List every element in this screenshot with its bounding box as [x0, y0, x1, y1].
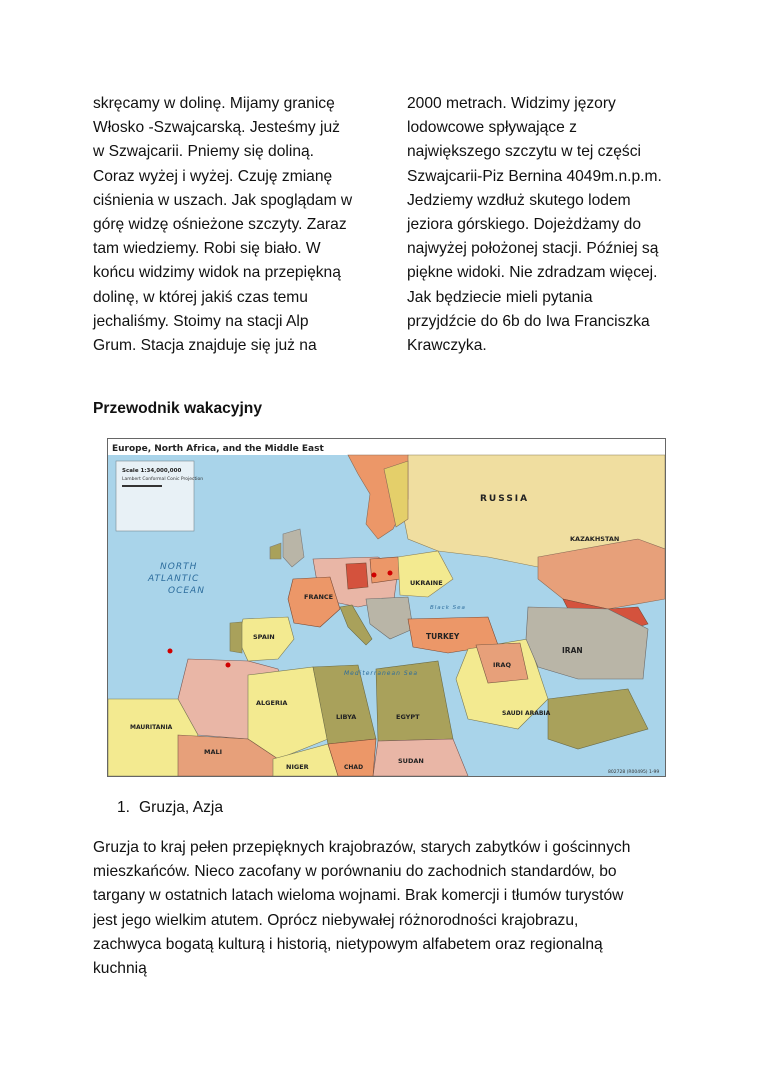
text-line: górę widzę ośnieżone szczyty. Zaraz — [93, 216, 347, 234]
label-france: FRANCE — [304, 593, 334, 601]
map-marker — [388, 571, 393, 576]
label-ukraine: UKRAINE — [410, 579, 443, 587]
label-mali: MALI — [204, 748, 223, 756]
text-line: Gruzja to kraj pełen przepięknych krajobrazów, starych zabytków i gościnnych — [93, 839, 631, 856]
label-sudan: SUDAN — [398, 757, 424, 765]
label-russia: RUSSIA — [480, 494, 530, 504]
label-libya: LIBYA — [336, 713, 357, 721]
ocean-label-1: NORTH — [160, 562, 198, 572]
text-line: skręcamy w dolinę. Mijamy granicę — [93, 95, 335, 112]
text-line: Jak będziecie mieli pytania — [407, 288, 593, 306]
region-portugal — [230, 622, 242, 653]
text-line: Coraz wyżej i wyżej. Czuję zmianę — [93, 167, 333, 185]
map-image — [107, 438, 666, 777]
list-item — [117, 799, 223, 817]
label-black-sea: Black Sea — [430, 605, 466, 611]
text-line: piękne widoki. Nie zdradzam więcej. — [407, 264, 658, 282]
scale-bar — [122, 485, 162, 487]
region-germany — [346, 563, 368, 589]
ocean-label-2: ATLANTIC — [148, 574, 200, 584]
text-line: jeziora górskiego. Dojeżdżamy do — [407, 216, 642, 234]
text-line: w Szwajcarii. Pniemy się doliną. — [93, 143, 314, 161]
label-iraq: IRAQ — [493, 661, 511, 669]
text-column-left — [93, 92, 373, 358]
text-line: przyjdźcie do 6b do Iwa Franciszka — [407, 312, 650, 330]
map-svg — [108, 439, 665, 776]
map-title: Europe, North Africa, and the Middle East — [112, 444, 324, 454]
text-line: najwyżej położonej stacji. Później są — [407, 240, 659, 258]
label-kazakhstan: KAZAKHSTAN — [570, 535, 620, 543]
label-mediterranean: Mediterranean Sea — [344, 670, 419, 677]
section-heading: Przewodnik wakacyjny — [93, 400, 263, 417]
text-line: mieszkańców. Nieco zacofany w porównaniu do zachodnich standardów, bo — [93, 863, 617, 881]
text-line: jest jego wielkim atutem. Oprócz niebywałej różnorodności krajobrazu, — [93, 911, 579, 929]
text-line: dolinę, w której jakiś czas temu — [93, 288, 308, 306]
text-line: kuchnią — [93, 960, 147, 978]
label-niger: NIGER — [286, 763, 309, 771]
text-line: 2000 metrach. Widzimy jęzory — [407, 95, 616, 112]
label-egypt: EGYPT — [396, 713, 420, 721]
text-line: tam wiedziemy. Robi się biało. W — [93, 240, 321, 258]
map-projection-label: Lambert Conformal Conic Projection — [122, 477, 204, 482]
text-line: Włosko -Szwajcarską. Jesteśmy już — [93, 119, 340, 137]
label-chad: CHAD — [344, 764, 364, 771]
label-turkey: TURKEY — [426, 632, 460, 641]
text-line: największego szczytu w tej części — [407, 143, 641, 161]
text-line: ciśnienia w uszach. Jak spoglądam w — [93, 191, 353, 209]
text-line: zachwyca bogatą kulturą i historią, nietypowym alfabetem oraz regionalną — [93, 935, 603, 953]
list-item-text: Gruzja, Azja — [139, 799, 224, 816]
map-scale-label: Scale 1:34,000,000 — [122, 468, 182, 474]
ocean-label-3: OCEAN — [168, 586, 205, 596]
text-line: końcu widzimy widok na przepiękną — [93, 264, 341, 282]
text-line: Jedziemy wzdłuż skutego lodem — [407, 191, 631, 209]
map-marker — [168, 649, 173, 654]
list-item-number: 1. — [117, 799, 131, 816]
label-spain: SPAIN — [253, 633, 275, 641]
map-code: 802728 (R00495) 1-99 — [608, 770, 660, 775]
text-line: Krawczyka. — [407, 337, 487, 355]
label-algeria: ALGERIA — [256, 699, 288, 707]
text-line: targany w ostatnich latach wieloma wojnami. Brak komercji i tłumów turystów — [93, 887, 624, 905]
text-line: Grum. Stacja znajduje się już na — [93, 337, 317, 355]
text-line: jechaliśmy. Stoimy na stacji Alp — [93, 312, 309, 330]
label-saudi-arabia: SAUDI ARABIA — [502, 710, 551, 717]
text-line: lodowcowe spływające z — [407, 119, 577, 137]
region-poland — [370, 557, 400, 583]
label-iran: IRAN — [562, 646, 583, 655]
label-mauritania: MAURITANIA — [130, 724, 173, 731]
map-marker — [226, 663, 231, 668]
text-line: Szwajcarii-Piz Bernina 4049m.n.p.m. — [407, 167, 662, 185]
text-column-right — [407, 92, 687, 358]
paragraph-gruzja — [93, 836, 693, 981]
map-marker — [372, 573, 377, 578]
